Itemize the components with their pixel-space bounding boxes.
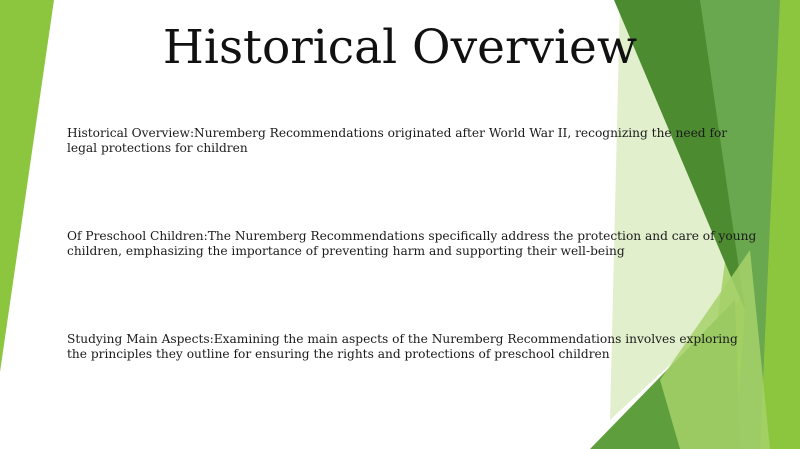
bullet-historical-overview: Historical Overview:Nuremberg Recommendations originated after World War II, recognizing the need for legal protections for children — [67, 126, 728, 155]
bullet-preschool-children: Of Preschool Children:The Nuremberg Recommendations specifically address the protection and care of young children, emphasizing the importance of preventing harm and supporting their well-being — [67, 229, 757, 258]
bullet-main-aspects: Studying Main Aspects:Examining the main aspects of the Nuremberg Recommendations involves exploring the principles they outline for ensuring the rights and protections of preschool children — [67, 332, 738, 361]
slide-title: Historical Overview — [162, 20, 638, 75]
